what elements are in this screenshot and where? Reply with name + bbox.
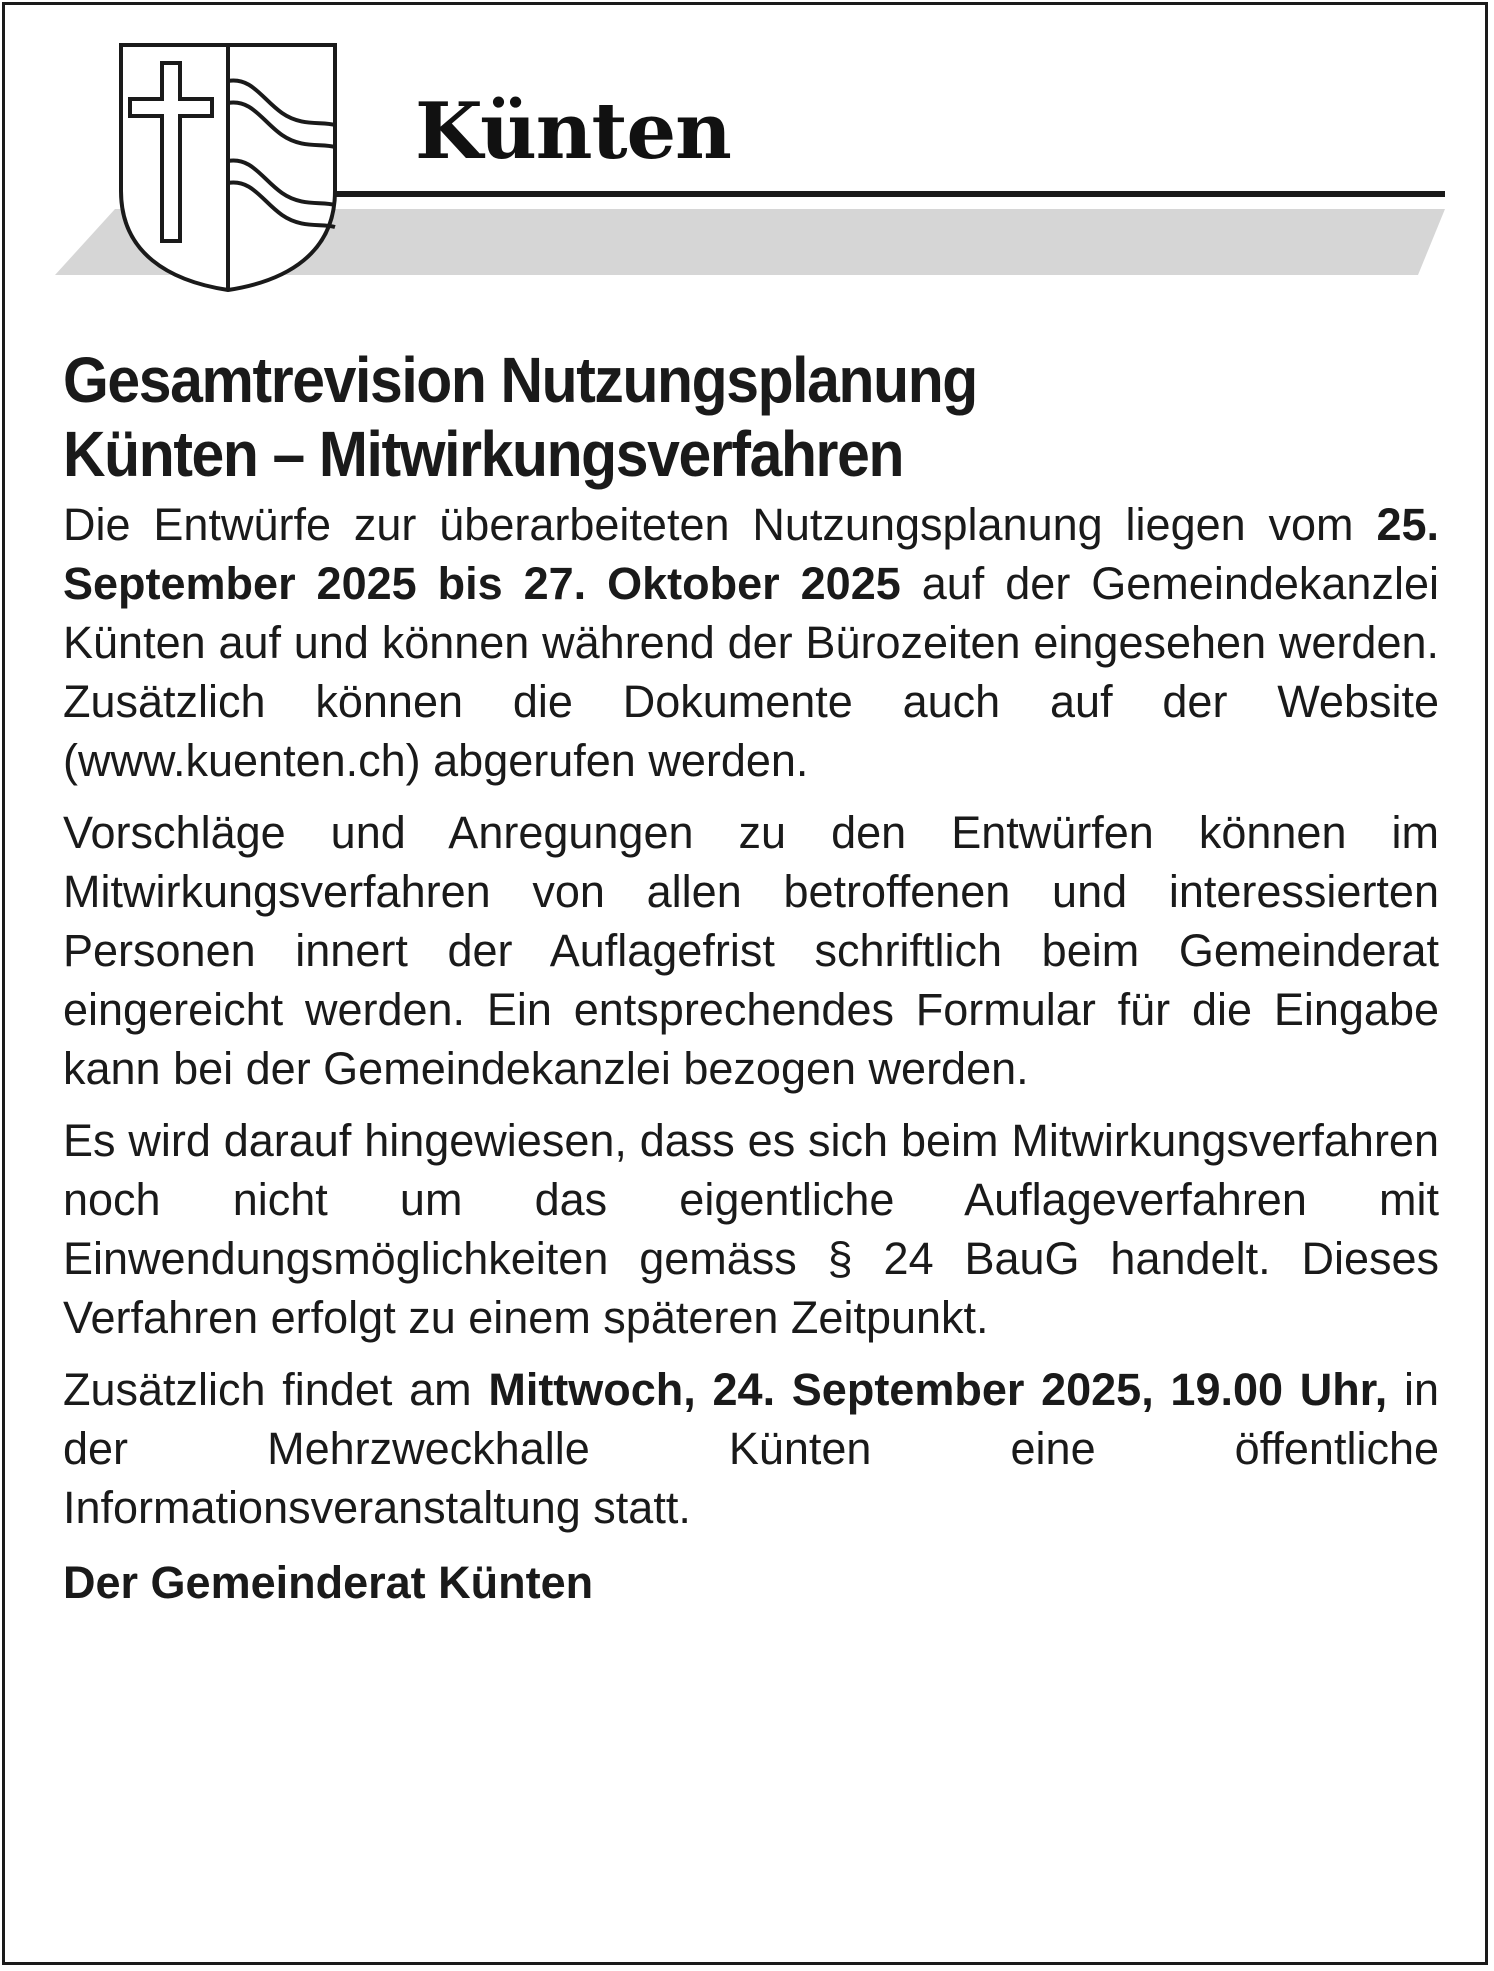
notice-title (63, 343, 1443, 491)
paragraph-text: auf der Gemeindekanzlei Künten auf und können während der Bürozeiten eingesehen werden. Zusätzlich können die Dokumente auch auf der Website (www.kuenten.ch) abgerufen werden. (63, 558, 1439, 786)
notice-body (63, 343, 1439, 1612)
coat-of-arms-icon (117, 41, 339, 293)
signature: Der Gemeinderat Künten (63, 1557, 594, 1608)
date-range: 25. September 2025 bis 27. Oktober 2025 (63, 499, 1439, 609)
paragraph-event (63, 1360, 1439, 1537)
title-line-2: Künten – Mitwirkungsverfahren (63, 418, 904, 490)
header (5, 5, 1494, 305)
paragraph-dates (63, 495, 1439, 790)
paragraph-text: Zusätzlich findet am (63, 1364, 489, 1415)
municipality-name: Künten (415, 86, 731, 177)
notice-frame (2, 2, 1488, 1965)
paragraph-text: in der Mehrzweckhalle Künten eine öffentliche Informationsveranstaltung statt. (63, 1364, 1440, 1533)
event-datetime: Mittwoch, 24. September 2025, 19.00 Uhr, (488, 1364, 1388, 1415)
paragraph-participation: Vorschläge und Anregungen zu den Entwürfen können im Mitwirkungsverfahren von allen betroffenen und interessierten Personen innert der Auflagefrist schriftlich beim Gemeinderat eingereicht werden. Ein entsprechendes Formular für die Eingabe kann bei der Gemeindekanzlei bezogen werden. (63, 807, 1439, 1094)
paragraph-text: Die Entwürfe zur überarbeiteten Nutzungsplanung liegen vom (63, 499, 1377, 550)
header-rule (335, 191, 1445, 197)
title-line-1: Gesamtrevision Nutzungsplanung (63, 344, 977, 416)
paragraph-procedure: Es wird darauf hingewiesen, dass es sich beim Mitwirkungsverfahren noch nicht um das eigentliche Auflageverfahren mit Einwendungsmöglichkeiten gemäss § 24 BauG handelt. Dieses Verfahren erfolgt zu einem späteren Zeitpunkt. (63, 1115, 1439, 1343)
